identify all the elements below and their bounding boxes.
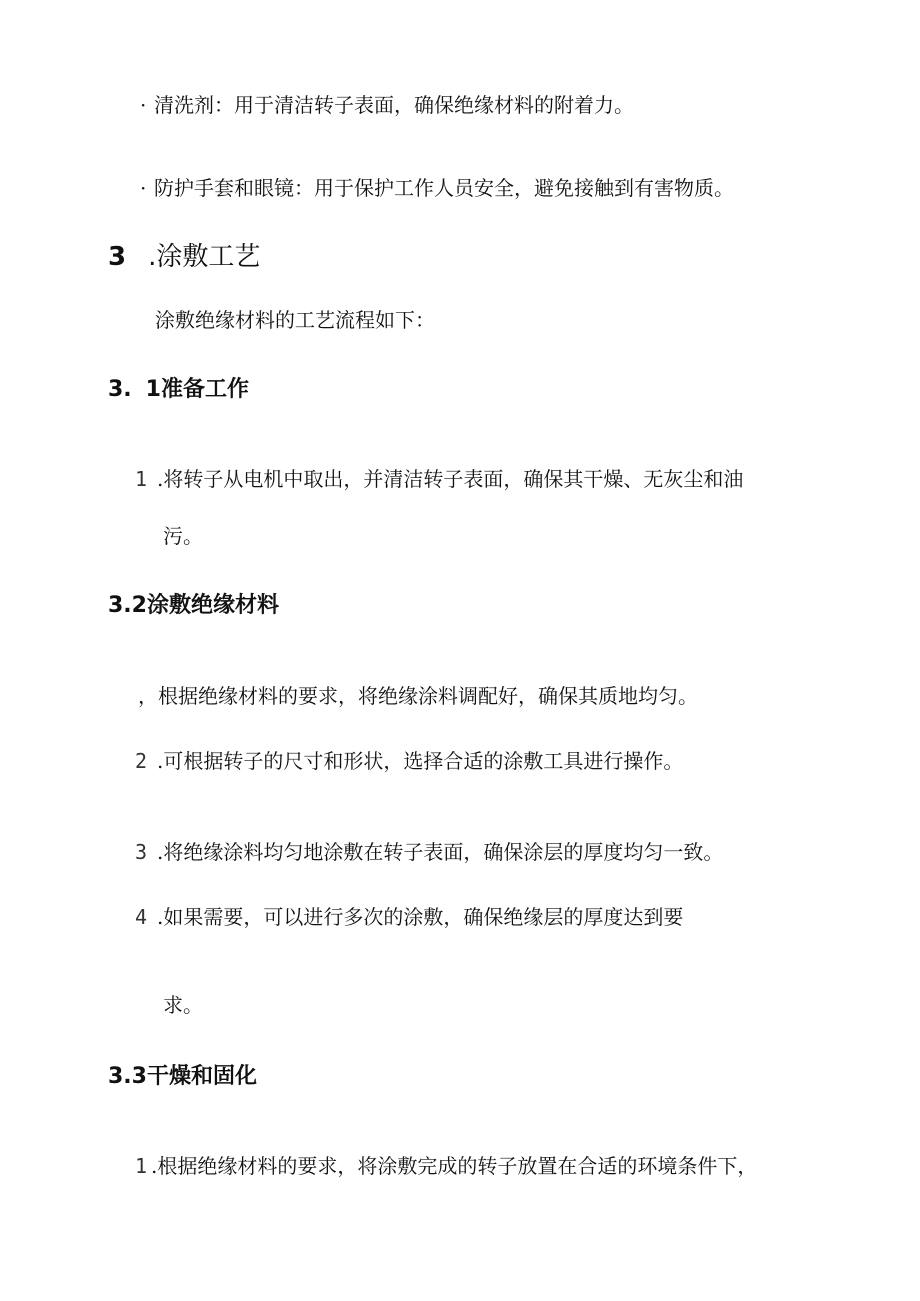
section-intro: 涂敷绝缘材料的工艺流程如下： [155,308,435,332]
list-item-continuation: 污。 [163,524,203,548]
list-text: ，根据绝缘材料的要求，将绝缘涂料调配好，确保其质地均匀。 [138,684,698,708]
list-text: .将绝缘涂料均匀地涂敷在转子表面，确保涂层的厚度均匀一致。 [157,840,724,864]
list-marker: 1 [135,467,148,491]
subsection-title: 1准备工作 [145,377,249,402]
list-item [135,905,683,929]
list-text: .如果需要，可以进行多次的涂敷，确保绝缘层的厚度达到要 [157,905,684,929]
bullet-item [140,93,634,117]
subsection-heading: 3.3干燥和固化 [108,1064,257,1089]
list-item [135,1154,757,1178]
bullet-text: 防护手套和眼镜：用于保护工作人员安全，避免接触到有害物质。 [154,176,734,200]
section-number: 3 [108,242,127,272]
list-marker: 1 [135,1154,148,1178]
list-marker: 4 [135,905,148,929]
list-item [135,840,723,864]
bullet-dot: · [140,176,147,200]
list-text: .将转子从电机中取出，并清洁转子表面，确保其干燥、无灰尘和油 [157,467,744,491]
list-marker: 3 [135,840,148,864]
list-item [135,749,683,773]
subsection-number: 3. [108,377,132,402]
section-heading [108,242,260,272]
bullet-dot: · [140,93,147,117]
section-title: .涂敷工艺 [148,242,261,272]
subsection-heading: 3.2涂敷绝缘材料 [108,593,279,618]
list-text: .可根据转子的尺寸和形状，选择合适的涂敷工具进行操作。 [157,749,684,773]
list-text: .根据绝缘材料的要求，将涂敷完成的转子放置在合适的环境条件下， [151,1154,758,1178]
list-item-continuation: 求。 [163,993,203,1017]
list-item [138,684,698,708]
list-item [135,467,743,491]
list-marker: 2 [135,749,148,773]
bullet-item [140,176,734,200]
bullet-text: 清洗剂：用于清洁转子表面，确保绝缘材料的附着力。 [154,93,634,117]
subsection-heading [108,377,249,403]
